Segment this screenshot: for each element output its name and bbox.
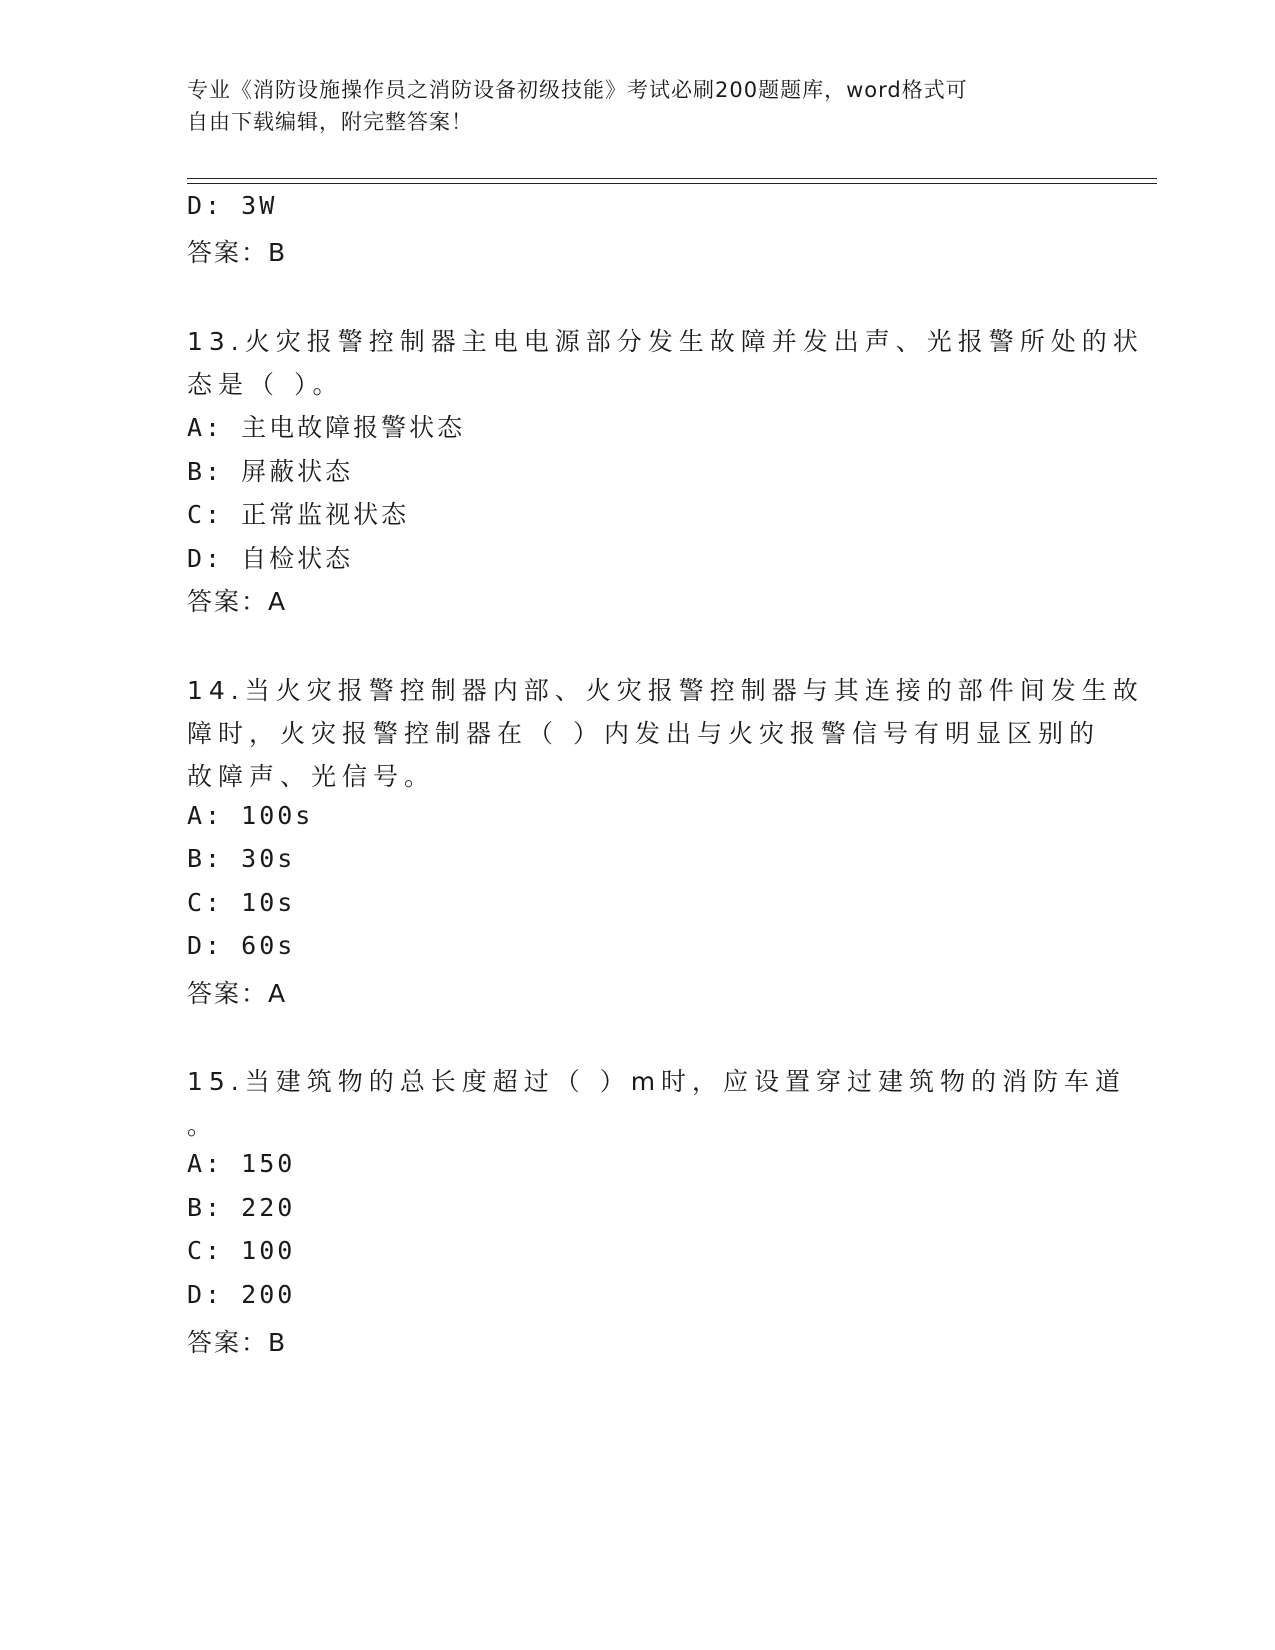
- q13-answer: 答案：A: [187, 587, 288, 616]
- q15-option-b: B: 220: [187, 1193, 296, 1222]
- header-rule-top: [187, 178, 1157, 179]
- header-line-2: 自由下载编辑，附完整答案！: [187, 110, 473, 134]
- q14-option-b: B: 30s: [187, 844, 296, 873]
- q13-option-c: C: 正常监视状态: [187, 500, 410, 529]
- q14-option-c: C: 10s: [187, 888, 296, 917]
- q15-stem-line-2: 。: [187, 1111, 219, 1140]
- q15-answer: 答案：B: [187, 1328, 288, 1357]
- q13-option-a: A: 主电故障报警状态: [187, 413, 466, 442]
- header-line-1: 专业《消防设施操作员之消防设备初级技能》考试必刷200题题库，word格式可: [187, 78, 968, 102]
- prev-option-d: D: 3W: [187, 191, 278, 220]
- q15-option-c: C: 100: [187, 1236, 296, 1265]
- header-rule-bottom: [187, 183, 1157, 184]
- q13-option-d: D: 自检状态: [187, 544, 354, 573]
- q14-option-a: A: 100s: [187, 801, 314, 830]
- q13-stem-line-1: 13.火灾报警控制器主电电源部分发生故障并发出声、光报警所处的状: [187, 327, 1144, 356]
- q14-stem-line-1: 14.当火灾报警控制器内部、火灾报警控制器与其连接的部件间发生故: [187, 676, 1144, 705]
- q14-stem-line-3: 故障声、光信号。: [187, 762, 436, 791]
- prev-answer: 答案：B: [187, 238, 288, 267]
- q14-answer: 答案：A: [187, 979, 288, 1008]
- q14-option-d: D: 60s: [187, 931, 296, 960]
- document-header: [187, 74, 1067, 138]
- q14-stem-line-2: 障时，火灾报警控制器在（ ）内发出与火灾报警信号有明显区别的: [187, 719, 1100, 748]
- q15-stem-line-1: 15.当建筑物的总长度超过（ ）m时，应设置穿过建筑物的消防车道: [187, 1067, 1127, 1096]
- q13-option-b: B: 屏蔽状态: [187, 457, 354, 486]
- q13-stem-line-2: 态是（ ）。: [187, 370, 344, 399]
- q15-option-d: D: 200: [187, 1280, 296, 1309]
- q15-option-a: A: 150: [187, 1149, 296, 1178]
